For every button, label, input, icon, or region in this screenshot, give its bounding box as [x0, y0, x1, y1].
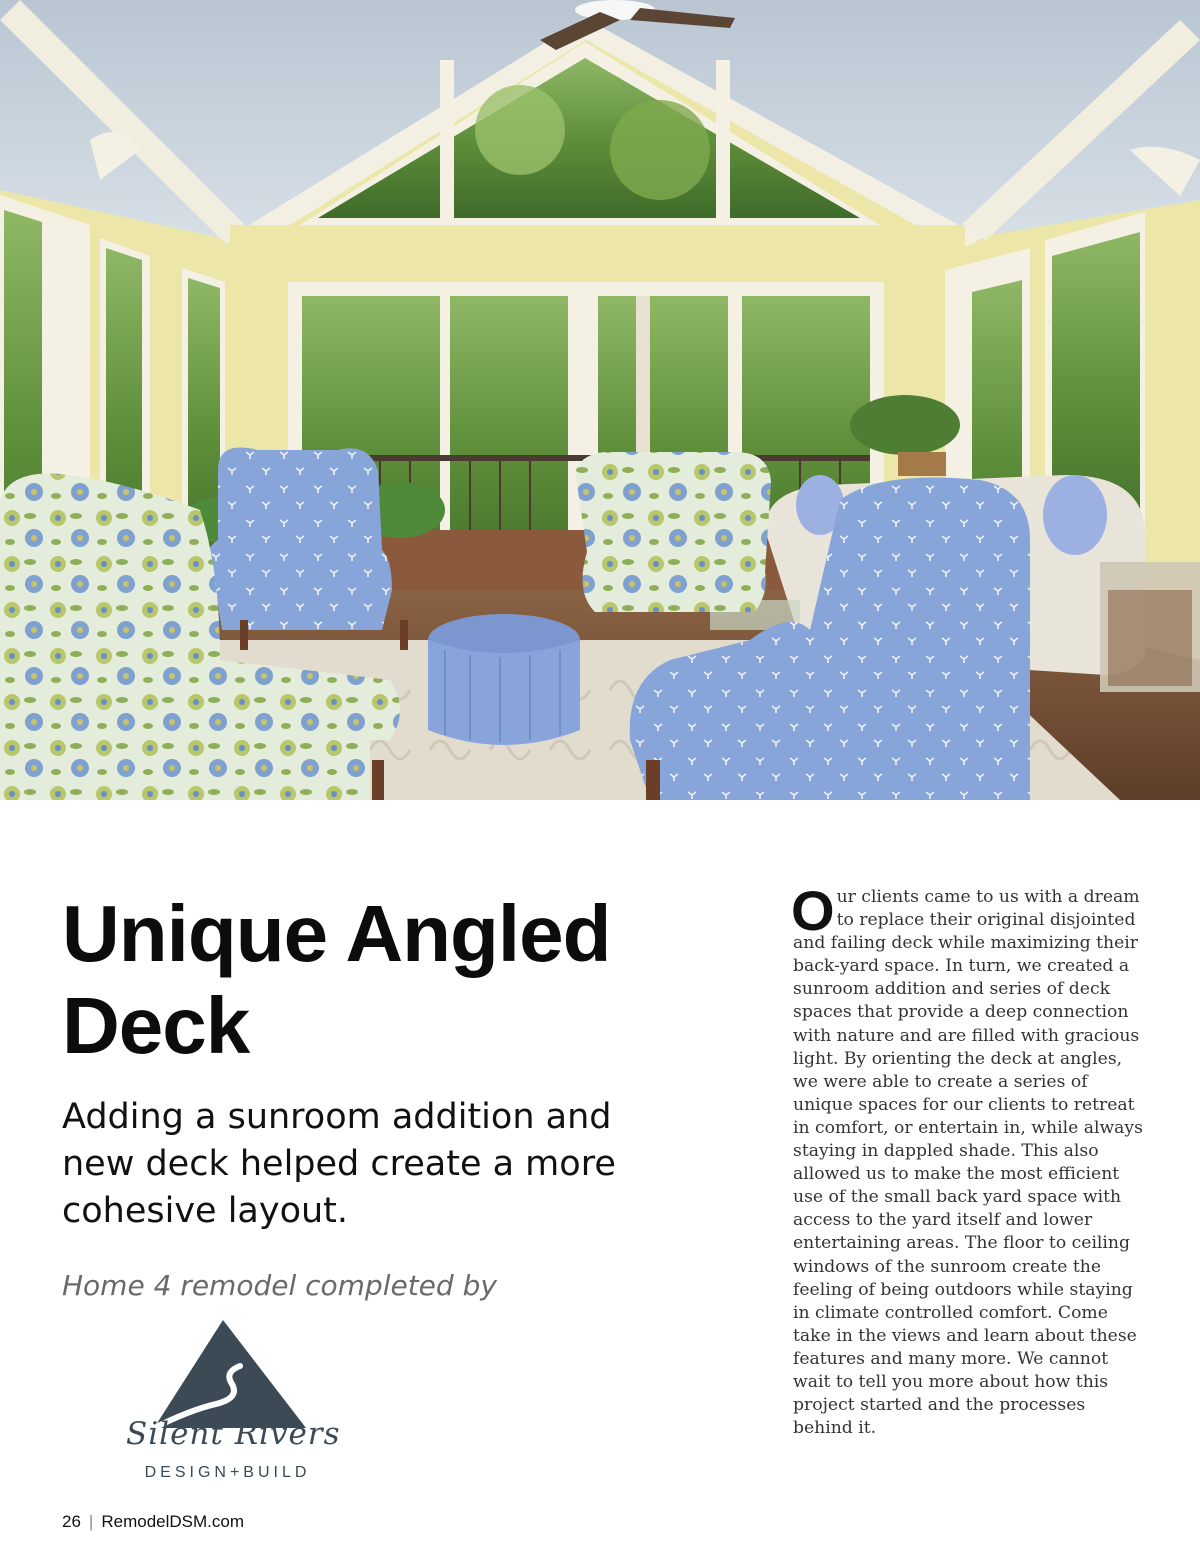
logo-tagline: DESIGN+BUILD	[144, 1464, 311, 1481]
article-body-text: ur clients came to us with a dream to replace their original disjointed and failing deck while maximizing their back-yard space. In turn, we created a sunroom addition and series of deck spaces that provide a deep connection with nature and are filled with gracious light. By orienting the deck at angles, we were able to create a series of unique spaces for our clients to retreat in comfort, or entertain in, while always staying in dappled shade. This also allowed us to make the most efficient use of the small back yard space with access to the yard itself and lower entertaining areas. The floor to ceiling windows of the sunroom create the feeling of being outdoors while staying in climate controlled comfort. Come take in the views and learn about these features and many more. We cannot wait to tell you more about how this project started and the processes behind it.	[793, 887, 1143, 1439]
page-number: 26	[62, 1512, 81, 1531]
drop-cap: O	[791, 879, 835, 942]
logo-wordmark: Silent Rivers	[126, 1416, 341, 1452]
silent-rivers-logo	[120, 1318, 341, 1490]
article-subtitle: Adding a sunroom addition and new deck helped create a more cohesive layout.	[62, 1097, 616, 1231]
page-footer	[62, 1512, 244, 1532]
article-title: Unique Angled Deck	[62, 889, 611, 1070]
remodel-credit: Home 4 remodel completed by	[62, 1269, 497, 1302]
footer-site: RemodelDSM.com	[101, 1512, 244, 1531]
article-body	[791, 879, 1143, 1440]
footer-separator: |	[88, 1512, 94, 1531]
